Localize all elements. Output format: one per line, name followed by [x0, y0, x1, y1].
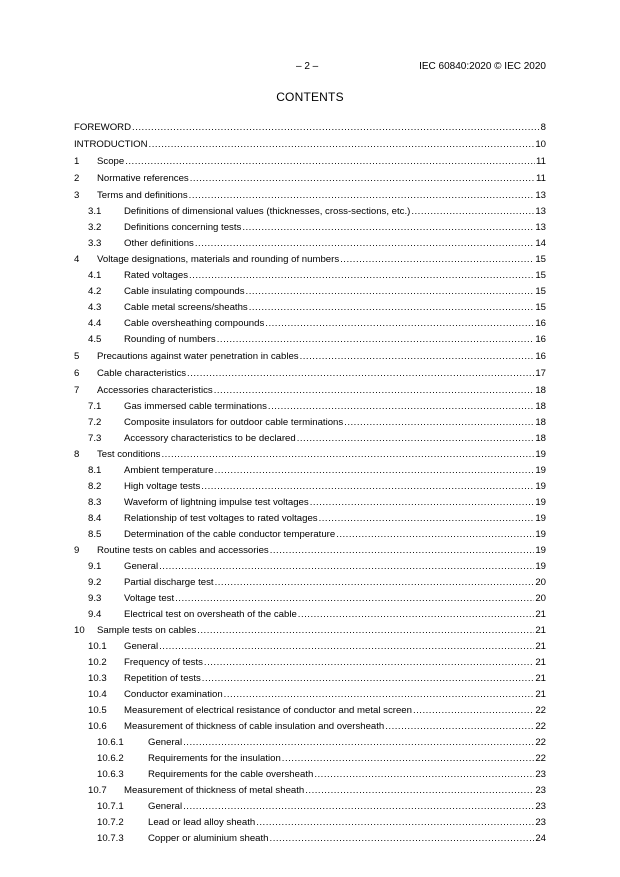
toc-entry-page: 21 [535, 689, 546, 700]
toc-entry-label: Accessories characteristics [97, 385, 213, 396]
toc-entry-page: 18 [535, 401, 546, 412]
toc-entry-label: Waveform of lightning impulse test voltages [124, 497, 309, 508]
toc-entry[interactable] [74, 122, 546, 134]
toc-entry-number: 8.2 [88, 481, 102, 492]
toc-entry-label: Scope [97, 156, 125, 167]
toc-entry-label: Cable metal screens/sheaths [124, 302, 248, 313]
toc-entry-number: 8.3 [88, 497, 102, 508]
toc-entry-page: 20 [535, 577, 546, 588]
toc-entry[interactable] [74, 270, 546, 282]
toc-entry-label: Normative references [97, 173, 189, 184]
toc-entry-label: Lead or lead alloy sheath [148, 817, 256, 828]
toc-entry[interactable] [74, 433, 546, 445]
toc-entry[interactable] [74, 721, 546, 733]
toc-leader-dots [270, 545, 535, 557]
toc-leader-dots [385, 721, 534, 733]
toc-entry-label: Measurement of thickness of cable insulation and oversheath [124, 721, 385, 732]
toc-entry-page: 22 [535, 721, 546, 732]
toc-entry-number: 4.5 [88, 334, 102, 345]
toc-entry-label: Definitions of dimensional values (thicknesses, cross-sections, etc.) [124, 206, 411, 217]
toc-entry[interactable] [74, 139, 546, 151]
toc-entry-page: 10 [535, 139, 546, 150]
toc-entry[interactable] [74, 545, 546, 557]
toc-entry-label: High voltage tests [124, 481, 201, 492]
toc-entry-number: 9 [74, 545, 80, 556]
toc-entry[interactable] [74, 513, 546, 525]
toc-leader-dots [159, 641, 534, 653]
toc-leader-dots [411, 206, 534, 218]
toc-leader-dots [202, 673, 535, 685]
toc-entry[interactable] [74, 785, 546, 797]
toc-entry-label: Copper or aluminium sheath [148, 833, 269, 844]
toc-leader-dots [413, 705, 534, 717]
toc-entry[interactable] [74, 401, 546, 413]
toc-entry-page: 19 [535, 513, 546, 524]
toc-leader-dots [195, 238, 534, 250]
toc-entry-page: 23 [535, 785, 546, 796]
toc-entry[interactable] [74, 222, 546, 234]
toc-entry-page: 19 [535, 449, 546, 460]
toc-leader-dots [344, 417, 534, 429]
toc-entry-page: 19 [535, 465, 546, 476]
toc-entry-label: General [124, 561, 159, 572]
toc-entry-number: 8.1 [88, 465, 102, 476]
toc-entry-page: 16 [535, 351, 546, 362]
toc-entry[interactable] [74, 302, 546, 314]
toc-entry-page: 15 [535, 270, 546, 281]
toc-entry-label: Sample tests on cables [97, 625, 197, 636]
toc-entry-number: 10.6 [88, 721, 107, 732]
toc-entry[interactable] [74, 577, 546, 589]
toc-entry-number: 10.7.1 [97, 801, 124, 812]
toc-entry[interactable] [74, 173, 546, 185]
toc-entry-label: Other definitions [124, 238, 194, 249]
toc-entry-label: INTRODUCTION [74, 139, 148, 150]
toc-entry-page: 19 [535, 561, 546, 572]
toc-entry-label: General [148, 737, 183, 748]
toc-entry-page: 15 [535, 286, 546, 297]
toc-leader-dots [214, 385, 535, 397]
toc-entry-page: 22 [535, 753, 546, 764]
toc-leader-dots [190, 173, 535, 185]
toc-entry-label: Voltage test [124, 593, 175, 604]
toc-entry-label: Definitions concerning tests [124, 222, 242, 233]
toc-entry-page: 24 [535, 833, 546, 844]
toc-entry-label: Composite insulators for outdoor cable terminations [124, 417, 344, 428]
toc-entry-label: Relationship of test voltages to rated voltages [124, 513, 318, 524]
toc-entry-label: Voltage designations, materials and rounding of numbers [97, 254, 340, 265]
toc-entry-label: Accessory characteristics to be declared [124, 433, 296, 444]
toc-entry[interactable] [74, 449, 546, 461]
toc-leader-dots [204, 657, 534, 669]
toc-entry-number: 7.3 [88, 433, 102, 444]
toc-entry-number: 4.1 [88, 270, 102, 281]
toc-entry[interactable] [74, 351, 546, 363]
page-number: – 2 – [296, 61, 319, 72]
toc-entry-number: 10.7 [88, 785, 107, 796]
toc-leader-dots [310, 497, 535, 509]
toc-entry-number: 4.2 [88, 286, 102, 297]
toc-entry-label: Rated voltages [124, 270, 188, 281]
toc-leader-dots [189, 190, 535, 202]
toc-entry-page: 16 [535, 334, 546, 345]
toc-entry-number: 8.4 [88, 513, 102, 524]
toc-entry[interactable] [74, 593, 546, 605]
toc-leader-dots [132, 122, 540, 134]
toc-entry[interactable] [74, 334, 546, 346]
toc-entry-page: 21 [535, 625, 546, 636]
toc-entry-label: Terms and definitions [97, 190, 188, 201]
toc-entry-label: Ambient temperature [124, 465, 214, 476]
toc-leader-dots [265, 318, 534, 330]
toc-entry-number: 4 [74, 254, 80, 265]
toc-entry-number: 10.7.3 [97, 833, 124, 844]
toc-entry[interactable] [74, 817, 546, 829]
toc-entry-number: 6 [74, 368, 80, 379]
toc-entry[interactable] [74, 641, 546, 653]
toc-entry-number: 10.5 [88, 705, 107, 716]
toc-entry-page: 22 [535, 737, 546, 748]
toc-entry-number: 10.6.2 [97, 753, 124, 764]
toc-entry-label: Rounding of numbers [124, 334, 216, 345]
toc-entry-number: 7.2 [88, 417, 102, 428]
toc-entry-page: 8 [540, 122, 546, 133]
toc-entry-page: 18 [535, 385, 546, 396]
toc-entry-number: 10.6.3 [97, 769, 124, 780]
toc-entry-page: 23 [535, 817, 546, 828]
toc-entry[interactable] [74, 753, 546, 765]
toc-leader-dots [187, 368, 534, 380]
toc-entry-label: Conductor examination [124, 689, 223, 700]
toc-leader-dots [197, 625, 534, 637]
toc-leader-dots [297, 433, 535, 445]
toc-entry[interactable] [74, 465, 546, 477]
toc-entry-number: 8 [74, 449, 80, 460]
toc-entry[interactable] [74, 254, 546, 266]
toc-entry-page: 13 [535, 190, 546, 201]
toc-entry-page: 18 [535, 417, 546, 428]
toc-leader-dots [249, 302, 535, 314]
toc-entry-number: 3.3 [88, 238, 102, 249]
toc-entry-number: 9.3 [88, 593, 102, 604]
page-title: CONTENTS [276, 90, 344, 104]
toc-entry-label: Requirements for the insulation [148, 753, 281, 764]
toc-entry[interactable] [74, 238, 546, 250]
toc-entry-page: 19 [535, 529, 546, 540]
toc-entry-label: General [124, 641, 159, 652]
toc-leader-dots [314, 769, 534, 781]
toc-entry-page: 21 [535, 657, 546, 668]
toc-entry-label: Gas immersed cable terminations [124, 401, 267, 412]
toc-entry-label: Determination of the cable conductor temperature [124, 529, 336, 540]
toc-entry-page: 21 [535, 673, 546, 684]
toc-leader-dots [183, 737, 534, 749]
toc-entry[interactable] [74, 657, 546, 669]
toc-leader-dots [242, 222, 534, 234]
toc-leader-dots [305, 785, 534, 797]
toc-entry[interactable] [74, 801, 546, 813]
toc-entry-label: General [148, 801, 183, 812]
toc-entry[interactable] [74, 561, 546, 573]
toc-entry-label: Cable insulating compounds [124, 286, 245, 297]
toc-entry-number: 10.7.2 [97, 817, 124, 828]
toc-entry-page: 15 [535, 302, 546, 313]
toc-entry-number: 4.3 [88, 302, 102, 313]
toc-leader-dots [256, 817, 534, 829]
toc-entry[interactable] [74, 529, 546, 541]
toc-entry-label: Cable oversheathing compounds [124, 318, 265, 329]
toc-entry[interactable] [74, 318, 546, 330]
toc-entry-page: 16 [535, 318, 546, 329]
toc-entry-page: 17 [535, 368, 546, 379]
toc-entry-label: Partial discharge test [124, 577, 214, 588]
toc-entry-number: 9.4 [88, 609, 102, 620]
toc-entry-label: Repetition of tests [124, 673, 201, 684]
toc-entry[interactable] [74, 833, 546, 845]
toc-entry[interactable] [74, 368, 546, 380]
table-of-contents [74, 122, 546, 845]
toc-entry-number: 10.6.1 [97, 737, 124, 748]
toc-entry-page: 19 [535, 497, 546, 508]
toc-leader-dots [282, 753, 535, 765]
toc-entry-number: 10 [74, 625, 85, 636]
toc-entry-page: 23 [535, 769, 546, 780]
toc-entry[interactable] [74, 156, 546, 168]
toc-leader-dots [224, 689, 535, 701]
toc-leader-dots [300, 351, 535, 363]
toc-entry-label: Electrical test on oversheath of the cable [124, 609, 297, 620]
toc-entry-number: 10.2 [88, 657, 107, 668]
toc-leader-dots [268, 401, 534, 413]
toc-entry-page: 11 [536, 156, 546, 167]
toc-entry-number: 10.3 [88, 673, 107, 684]
toc-leader-dots [175, 593, 534, 605]
toc-entry[interactable] [74, 609, 546, 621]
toc-entry[interactable] [74, 769, 546, 781]
toc-entry-page: 13 [535, 206, 546, 217]
toc-leader-dots [149, 139, 535, 151]
toc-leader-dots [215, 465, 535, 477]
toc-leader-dots [215, 577, 535, 589]
toc-entry-page: 14 [535, 238, 546, 249]
toc-entry-page: 11 [536, 173, 546, 184]
toc-entry-number: 3.2 [88, 222, 102, 233]
toc-leader-dots [159, 561, 534, 573]
toc-entry-number: 3 [74, 190, 80, 201]
toc-entry-number: 3.1 [88, 206, 102, 217]
toc-entry-page: 19 [535, 481, 546, 492]
toc-leader-dots [217, 334, 535, 346]
toc-entry[interactable] [74, 673, 546, 685]
toc-entry-page: 13 [535, 222, 546, 233]
toc-leader-dots [125, 156, 535, 168]
toc-entry[interactable] [74, 385, 546, 397]
toc-entry[interactable] [74, 286, 546, 298]
toc-leader-dots [189, 270, 534, 282]
toc-entry-number: 1 [74, 156, 80, 167]
toc-leader-dots [201, 481, 534, 493]
toc-entry[interactable] [74, 737, 546, 749]
toc-entry-page: 23 [535, 801, 546, 812]
toc-leader-dots [340, 254, 534, 266]
toc-leader-dots [319, 513, 535, 525]
toc-entry-page: 19 [535, 545, 546, 556]
standard-reference: IEC 60840:2020 © IEC 2020 [419, 61, 546, 72]
toc-entry-number: 10.1 [88, 641, 107, 652]
toc-entry[interactable] [74, 206, 546, 218]
toc-entry-page: 21 [535, 641, 546, 652]
toc-entry-label: Routine tests on cables and accessories [97, 545, 269, 556]
toc-entry[interactable] [74, 190, 546, 202]
toc-entry-label: Measurement of thickness of metal sheath [124, 785, 305, 796]
toc-entry-page: 20 [535, 593, 546, 604]
toc-leader-dots [270, 833, 535, 845]
toc-entry-number: 5 [74, 351, 80, 362]
toc-leader-dots [246, 286, 535, 298]
toc-entry-page: 18 [535, 433, 546, 444]
toc-entry-number: 8.5 [88, 529, 102, 540]
toc-entry-label: FOREWORD [74, 122, 132, 133]
toc-entry-page: 15 [535, 254, 546, 265]
toc-entry[interactable] [74, 689, 546, 701]
toc-entry-label: Requirements for the cable oversheath [148, 769, 314, 780]
toc-entry[interactable] [74, 481, 546, 493]
toc-entry-label: Frequency of tests [124, 657, 203, 668]
toc-entry[interactable] [74, 705, 546, 717]
toc-entry-number: 4.4 [88, 318, 102, 329]
toc-leader-dots [298, 609, 535, 621]
toc-entry[interactable] [74, 417, 546, 429]
toc-entry-number: 7.1 [88, 401, 102, 412]
toc-entry-page: 22 [535, 705, 546, 716]
toc-entry[interactable] [74, 497, 546, 509]
toc-entry-number: 9.2 [88, 577, 102, 588]
toc-leader-dots [183, 801, 534, 813]
toc-entry-page: 21 [535, 609, 546, 620]
toc-entry-label: Cable characteristics [97, 368, 187, 379]
toc-leader-dots [336, 529, 534, 541]
toc-entry-label: Test conditions [97, 449, 161, 460]
toc-leader-dots [161, 449, 534, 461]
toc-entry-number: 10.4 [88, 689, 107, 700]
toc-entry-label: Precautions against water penetration in cables [97, 351, 299, 362]
toc-entry-number: 9.1 [88, 561, 102, 572]
toc-entry-label: Measurement of electrical resistance of conductor and metal screen [124, 705, 412, 716]
toc-entry-number: 7 [74, 385, 80, 396]
toc-entry[interactable] [74, 625, 546, 637]
toc-entry-number: 2 [74, 173, 80, 184]
